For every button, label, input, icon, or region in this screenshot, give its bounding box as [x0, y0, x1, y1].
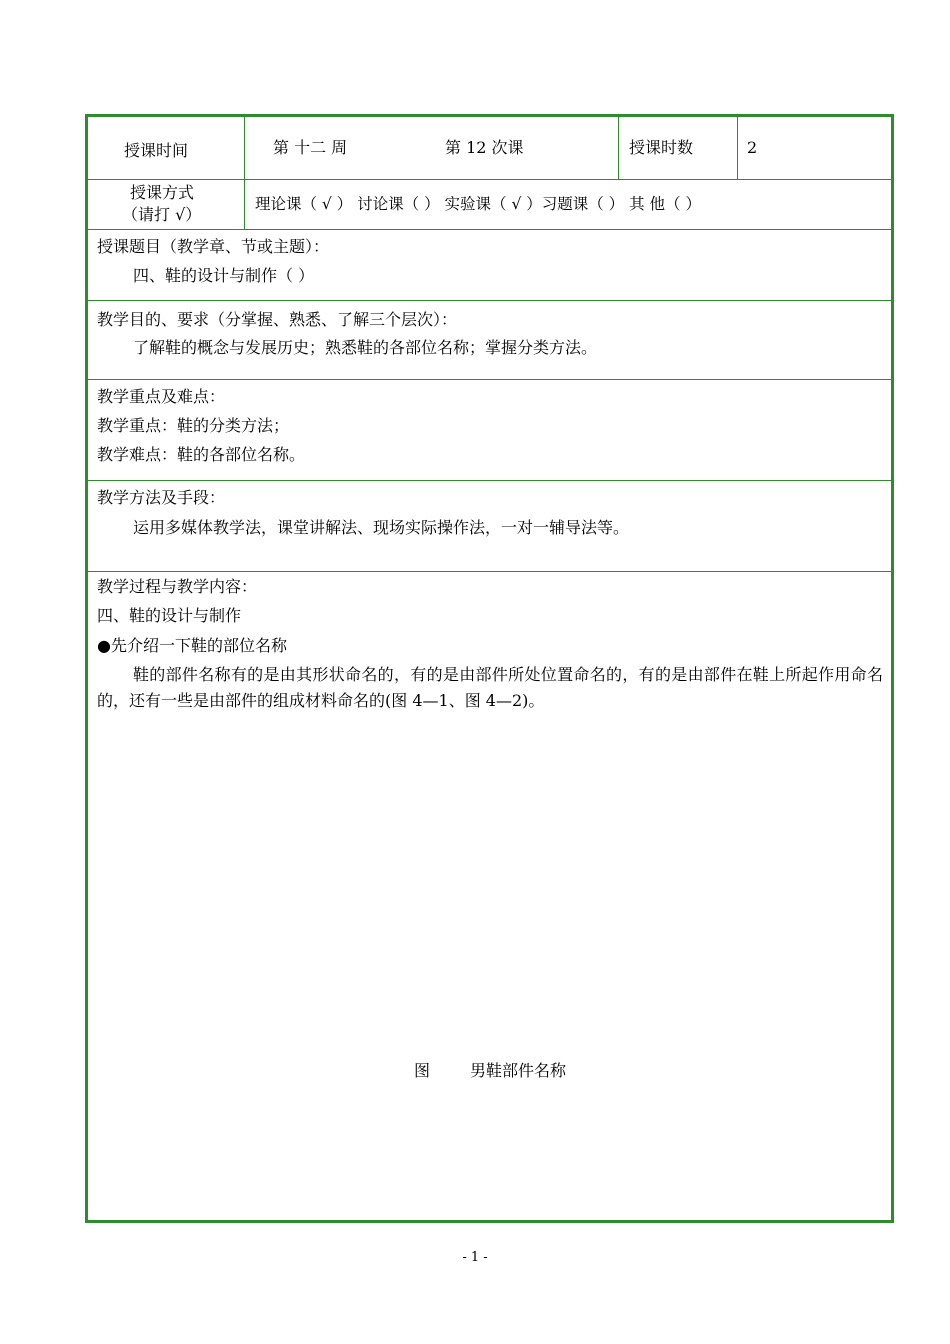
method-label-line1: 授课方式 [130, 183, 195, 202]
hours-value-cell [738, 117, 891, 179]
methods-heading: 教学方法及手段： [97, 488, 226, 507]
lesson-plan-table [85, 114, 894, 1223]
method-label-line2: （请打 √） [122, 205, 202, 224]
hours-label: 授课时数 [629, 138, 694, 157]
methods-body: 运用多媒体教学法，课堂讲解法、现场实际操作法，一对一辅导法等。 [133, 518, 630, 537]
lesson-text: 第 12 次课 [445, 138, 524, 157]
hours-label-cell [619, 117, 738, 179]
time-label: 授课时间 [124, 141, 189, 160]
topic-heading: 授课题目（教学章、节或主题）： [97, 237, 330, 256]
figure-label: 图 [414, 1061, 431, 1080]
method-options: 理论课（ √ ） 讨论课（ ） 实验课（ √ ）习题课（ ） 其 他（ ） [255, 195, 701, 213]
key-points-row [88, 380, 891, 481]
key-point-text: 教学重点：鞋的分类方法； [97, 416, 290, 435]
page-number: - 1 - [462, 1250, 488, 1265]
week-lesson-cell [245, 117, 619, 179]
key-points-heading: 教学重点及难点： [97, 387, 226, 406]
hours-value: 2 [747, 138, 758, 157]
objectives-body: 了解鞋的概念与发展历史；熟悉鞋的各部位名称；掌握分类方法。 [133, 338, 598, 357]
time-label-cell [88, 117, 245, 179]
method-options-cell [245, 180, 891, 229]
objectives-row [88, 301, 891, 380]
process-section-title: 四、鞋的设计与制作 [97, 606, 242, 625]
topic-row [88, 230, 891, 301]
week-text: 第 十二 周 [273, 138, 348, 157]
figure-caption: 男鞋部件名称 [470, 1061, 567, 1080]
process-heading: 教学过程与教学内容： [97, 577, 258, 596]
process-section [88, 572, 891, 1220]
method-row [88, 180, 891, 230]
methods-row [88, 481, 891, 572]
process-bullet: ●先介绍一下鞋的部位名称 [97, 636, 287, 655]
process-paragraph: 鞋的部件名称有的是由其形状命名的，有的是由部件所处位置命名的，有的是由部件在鞋上所起作用命名的，还有一些是由部件的组成材料命名的(图 4—1、图 4—2)。 [97, 665, 883, 710]
method-label-cell [88, 180, 245, 229]
topic-body: 四、鞋的设计与制作（ ） [133, 266, 315, 285]
difficulty-text: 教学难点：鞋的各部位名称。 [97, 445, 306, 464]
header-row [88, 117, 891, 180]
objectives-heading: 教学目的、要求（分掌握、熟悉、了解三个层次）： [97, 310, 458, 329]
